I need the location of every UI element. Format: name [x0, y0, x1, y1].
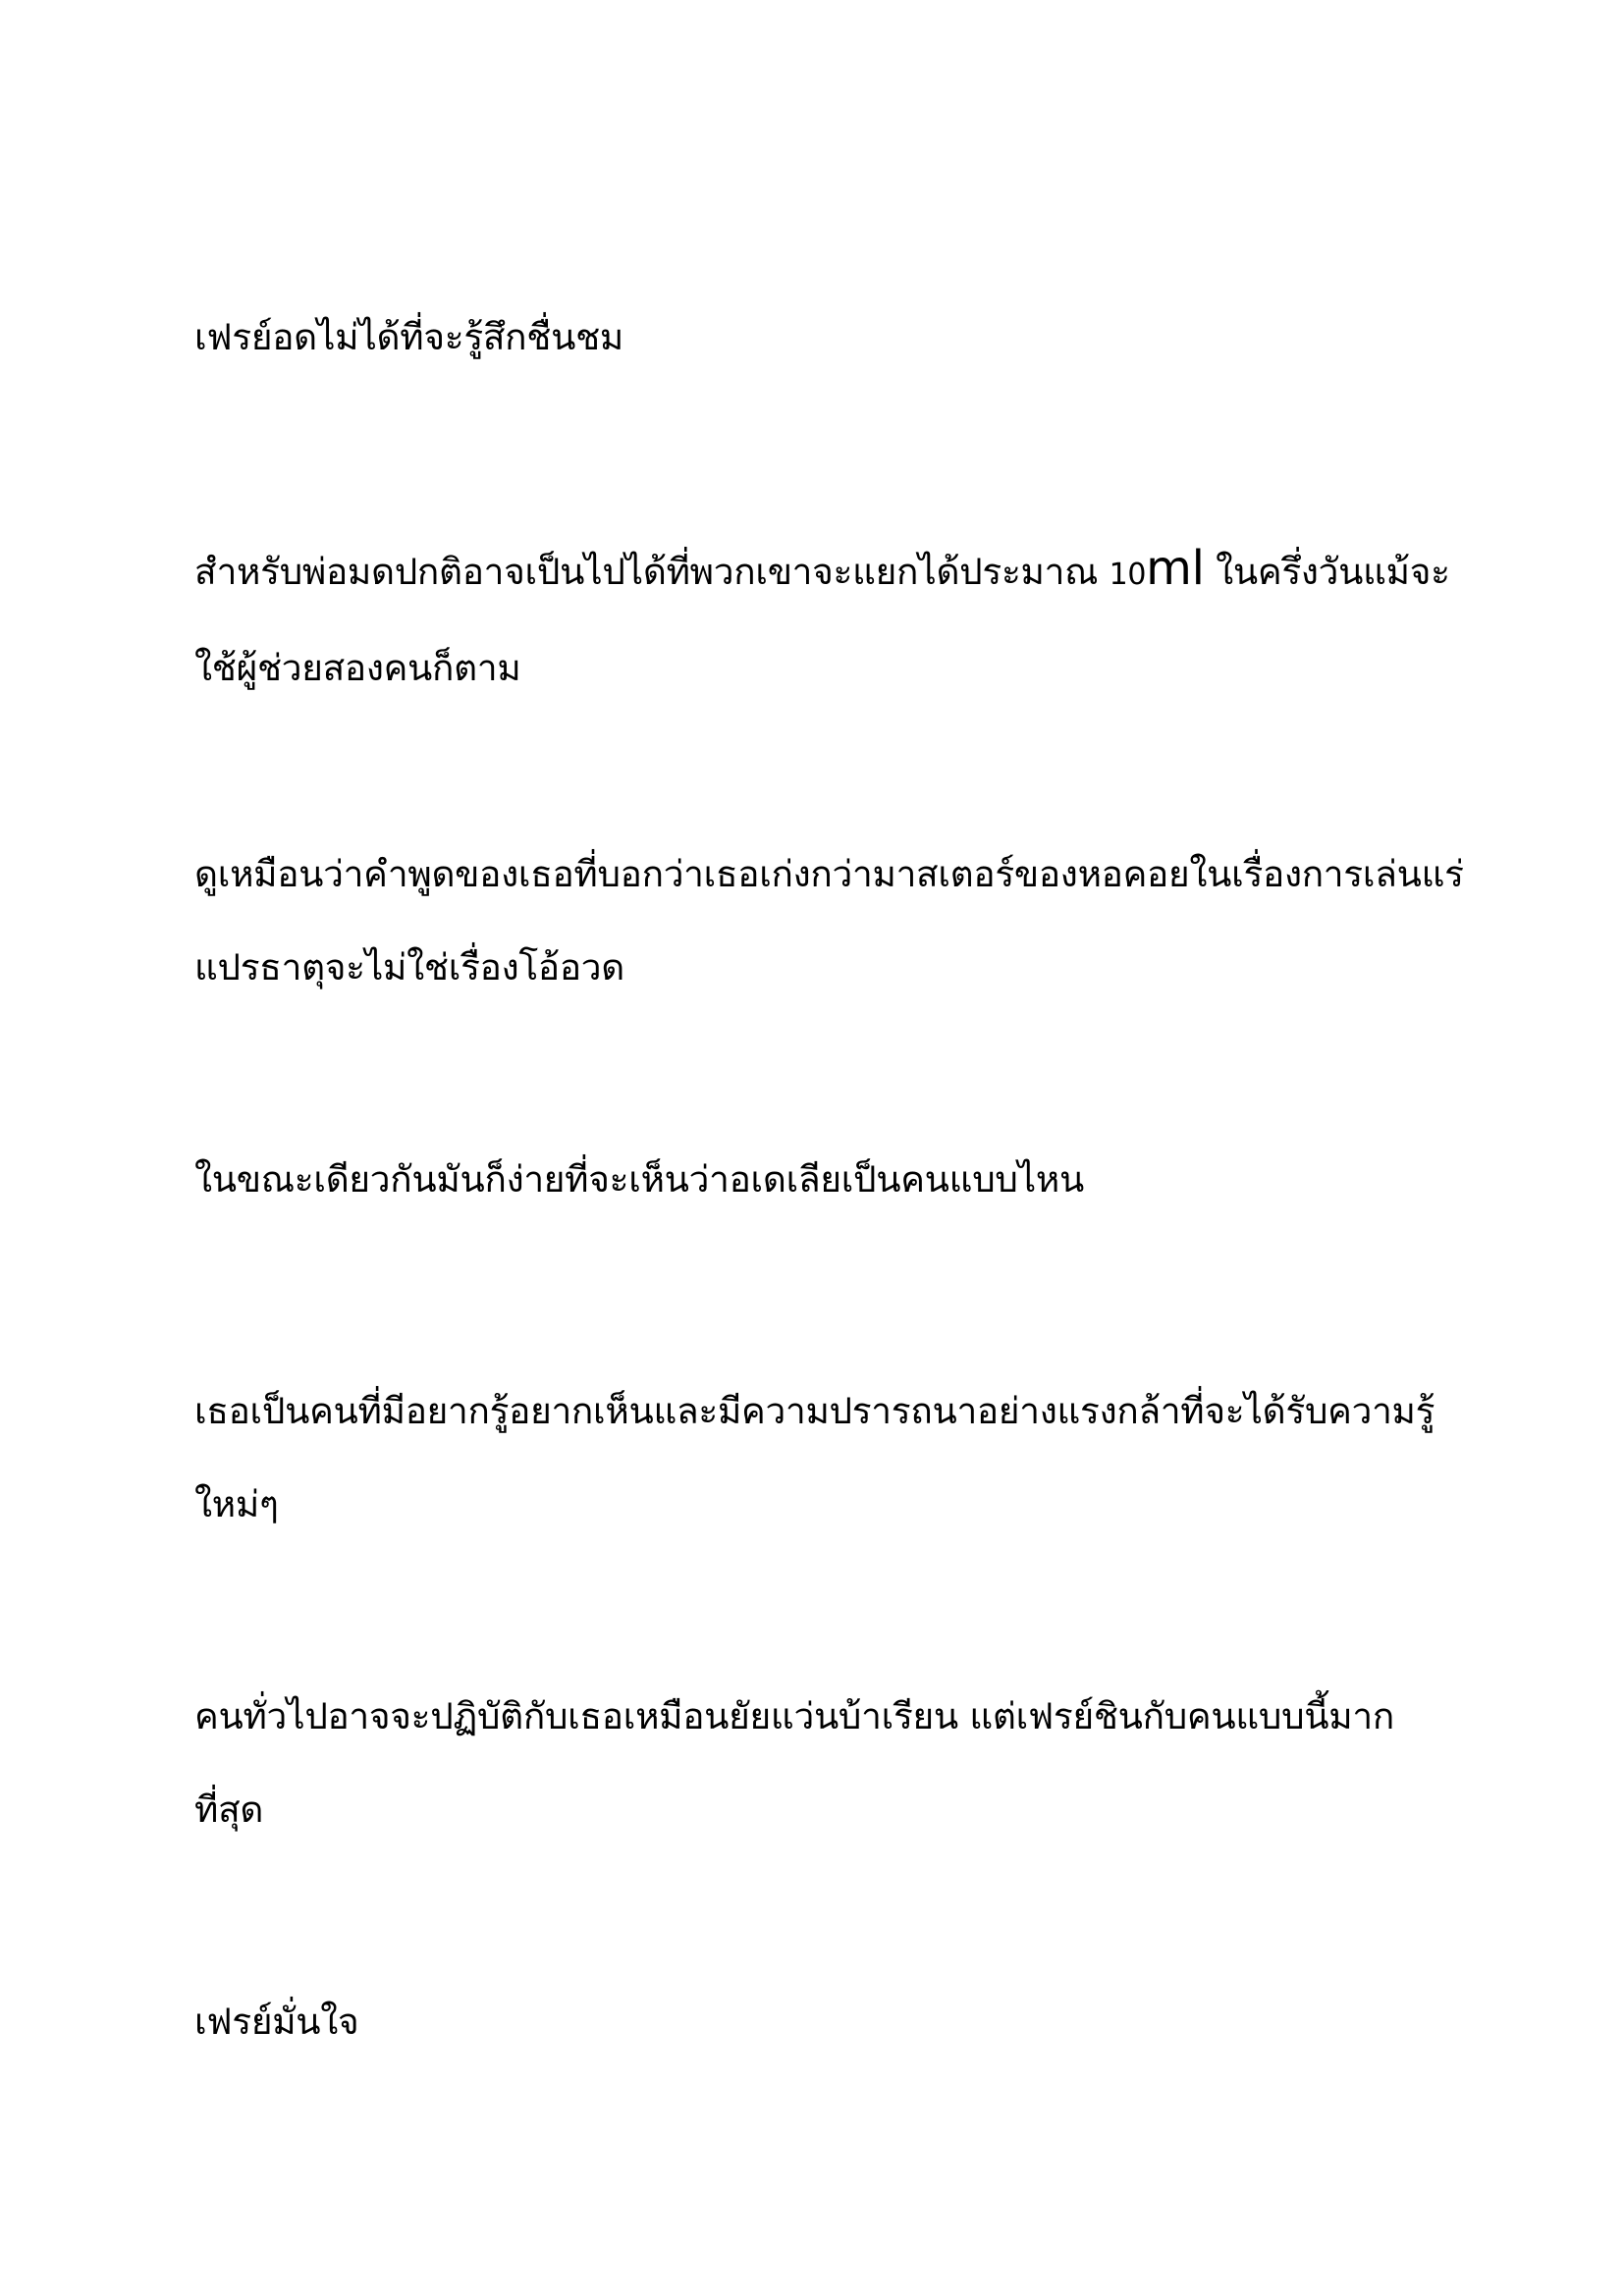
amount-value: 10: [1109, 558, 1147, 592]
paragraph-line: ในขณะเดียวกันมันก็ง่ายที่จะเห็นว่าอเดเลียเป็นคนแบบไหน: [194, 1158, 1084, 1201]
amount-unit: ml: [1146, 541, 1205, 596]
paragraph-3: [194, 828, 1464, 1014]
paragraph-text: สำหรับพ่อมดปกติอาจเป็นไปได้ที่พวกเขาจะแยกได้ประมาณ: [194, 551, 1110, 593]
paragraph-line: [194, 522, 1451, 621]
paragraph-7: [194, 1975, 1451, 2068]
paragraph-line: ใช้ผู้ช่วยสองคนก็ตาม: [194, 647, 521, 689]
paragraph-4: [194, 1133, 1451, 1226]
paragraph-line: เฟรย์มั่นใจ: [194, 2001, 359, 2043]
paragraph-line: แปรธาตุจะไม่ใช่เรื่องโอ้อวด: [194, 946, 624, 988]
paragraph-line: คนทั่วไปอาจจะปฏิบัติกับเธอเหมือนยัยแว่นบ้าเรียน แต่เฟรย์ชินกับคนแบบนี้มาก: [194, 1695, 1394, 1737]
paragraph-line: ที่สุด: [194, 1789, 264, 1831]
paragraph-line: เฟรย์อดไม่ได้ที่จะรู้สึกชื่นชม: [194, 316, 623, 358]
paragraph-line: เธอเป็นคนที่มีอยากรู้อยากเห็นและมีความปรารถนาอย่างแรงกล้าที่จะได้รับความรู้: [194, 1390, 1435, 1432]
paragraph-text: ในครึ่งวันแม้จะ: [1204, 551, 1450, 593]
paragraph-6: [194, 1670, 1451, 1856]
paragraph-line: ใหม่ๆ: [194, 1483, 279, 1525]
paragraph-line: ดูเหมือนว่าคำพูดของเธอที่บอกว่าเธอเก่งกว่ามาสเตอร์ของหอคอยในเรื่องการเล่นแร่: [194, 853, 1464, 895]
paragraph-5: [194, 1364, 1451, 1551]
paragraph-1: [194, 291, 1451, 384]
paragraph-2: [194, 522, 1451, 715]
